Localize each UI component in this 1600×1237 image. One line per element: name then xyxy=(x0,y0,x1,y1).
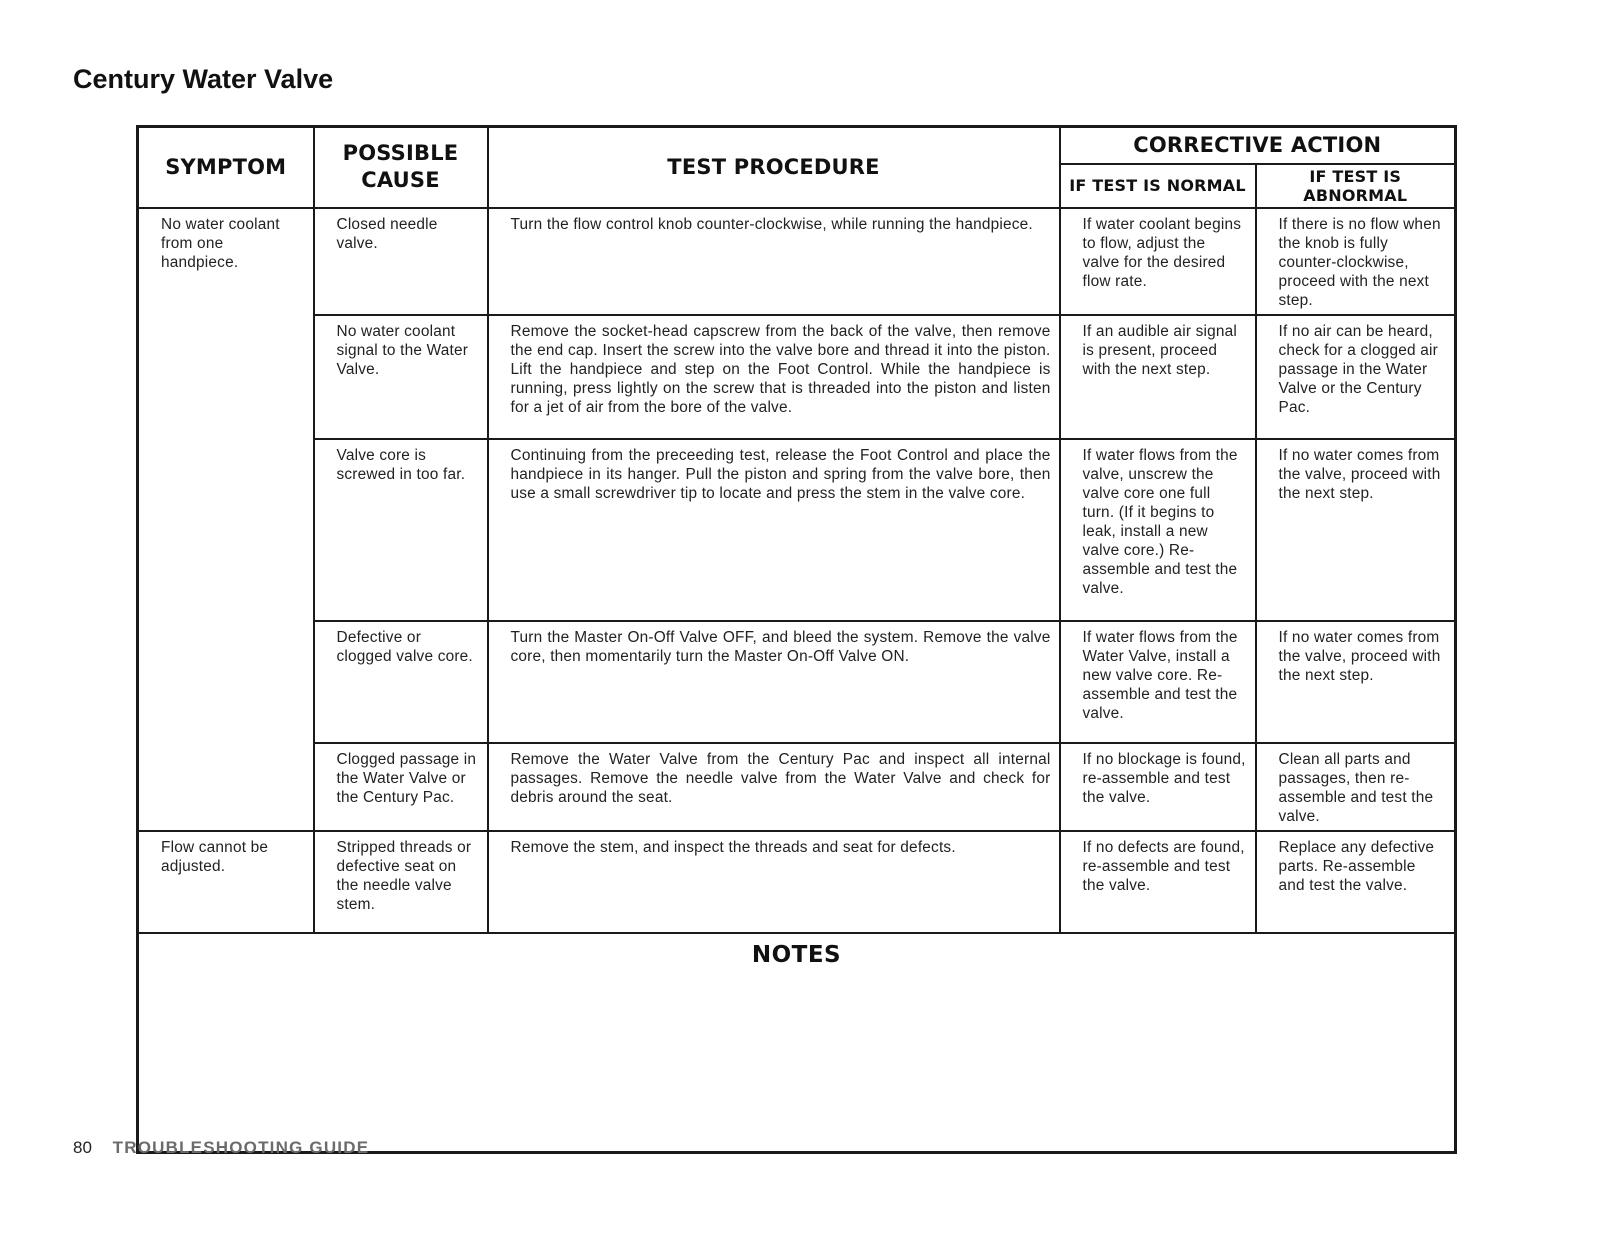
symptom-cell: Flow cannot be adjusted. xyxy=(138,831,314,933)
header-if-test-normal: IF TEST IS NORMAL xyxy=(1060,164,1256,208)
notes-heading: NOTES xyxy=(751,941,842,968)
cause-cell: Clogged passage in the Water Valve or the Century Pac. xyxy=(314,743,488,831)
guide-label: TROUBLESHOOTING GUIDE xyxy=(112,1138,370,1157)
table-row xyxy=(138,208,1456,315)
header-test-procedure: TEST PROCEDURE xyxy=(488,127,1060,208)
notes-row xyxy=(138,933,1456,1153)
normal-action-cell: If an audible air signal is present, proceed with the next step. xyxy=(1060,315,1256,439)
cause-cell: Closed needle valve. xyxy=(314,208,488,315)
table-row xyxy=(138,743,1456,831)
header-possible-cause: POSSIBLE CAUSE xyxy=(314,127,488,208)
cause-cell: Defective or clogged valve core. xyxy=(314,621,488,743)
cause-cell: Stripped threads or defective seat on the needle valve stem. xyxy=(314,831,488,933)
normal-action-cell: If water flows from the Water Valve, install a new valve core. Re-assemble and test the valve. xyxy=(1060,621,1256,743)
symptom-cell-continued xyxy=(138,315,314,439)
table-row xyxy=(138,831,1456,933)
page-number: 80 xyxy=(73,1138,92,1157)
page-title: Century Water Valve xyxy=(73,64,334,94)
header-if-test-abnormal: IF TEST IS ABNORMAL xyxy=(1256,164,1456,208)
abnormal-action-cell: If no water comes from the valve, proceed with the next step. xyxy=(1256,439,1456,621)
symptom-cell-continued xyxy=(138,439,314,621)
page-footer xyxy=(73,1138,369,1158)
table-row xyxy=(138,315,1456,439)
normal-action-cell: If water flows from the valve, unscrew the valve core one full turn. (If it begins to leak, install a new valve core.) Re-assemble and test the valve. xyxy=(1060,439,1256,621)
normal-action-cell: If no defects are found, re-assemble and test the valve. xyxy=(1060,831,1256,933)
table-row xyxy=(138,621,1456,743)
abnormal-action-cell: If no air can be heard, check for a clogged air passage in the Water Valve or the Century Pac. xyxy=(1256,315,1456,439)
procedure-cell: Continuing from the preceeding test, release the Foot Control and place the handpiece in its hanger. Pull the piston and spring from the valve bore, then use a small screwdriver tip to locate and press the stem in the valve core. xyxy=(488,439,1060,621)
cause-cell: No water coolant signal to the Water Valve. xyxy=(314,315,488,439)
procedure-cell: Remove the stem, and inspect the threads and seat for defects. xyxy=(488,831,1060,933)
symptom-cell-continued xyxy=(138,743,314,831)
header-symptom: SYMPTOM xyxy=(138,127,314,208)
abnormal-action-cell: If no water comes from the valve, proceed with the next step. xyxy=(1256,621,1456,743)
procedure-cell: Turn the Master On-Off Valve OFF, and bleed the system. Remove the valve core, then momentarily turn the Master On-Off Valve ON. xyxy=(488,621,1060,743)
symptom-cell-continued xyxy=(138,621,314,743)
abnormal-action-cell: If there is no flow when the knob is fully counter-clockwise, proceed with the next step. xyxy=(1256,208,1456,315)
table-row xyxy=(138,439,1456,621)
header-corrective-action: CORRECTIVE ACTION xyxy=(1060,127,1456,164)
troubleshooting-table xyxy=(136,125,1457,1154)
symptom-cell: No water coolant from one handpiece. xyxy=(138,208,314,315)
procedure-cell: Remove the socket-head capscrew from the back of the valve, then remove the end cap. Insert the screw into the valve bore and thread it into the piston. Lift the handpiece and step on the Foot Control. While the handpiece is running, press lightly on the screw that is threaded into the piston and listen for a jet of air from the bore of the valve. xyxy=(488,315,1060,439)
normal-action-cell: If no blockage is found, re-assemble and test the valve. xyxy=(1060,743,1256,831)
cause-cell: Valve core is screwed in too far. xyxy=(314,439,488,621)
abnormal-action-cell: Clean all parts and passages, then re-assemble and test the valve. xyxy=(1256,743,1456,831)
procedure-cell: Remove the Water Valve from the Century Pac and inspect all internal passages. Remove the needle valve from the Water Valve and check for debris around the seat. xyxy=(488,743,1060,831)
abnormal-action-cell: Replace any defective parts. Re-assemble and test the valve. xyxy=(1256,831,1456,933)
normal-action-cell: If water coolant begins to flow, adjust the valve for the desired flow rate. xyxy=(1060,208,1256,315)
procedure-cell: Turn the flow control knob counter-clockwise, while running the handpiece. xyxy=(488,208,1060,315)
notes-area xyxy=(138,933,1456,1153)
